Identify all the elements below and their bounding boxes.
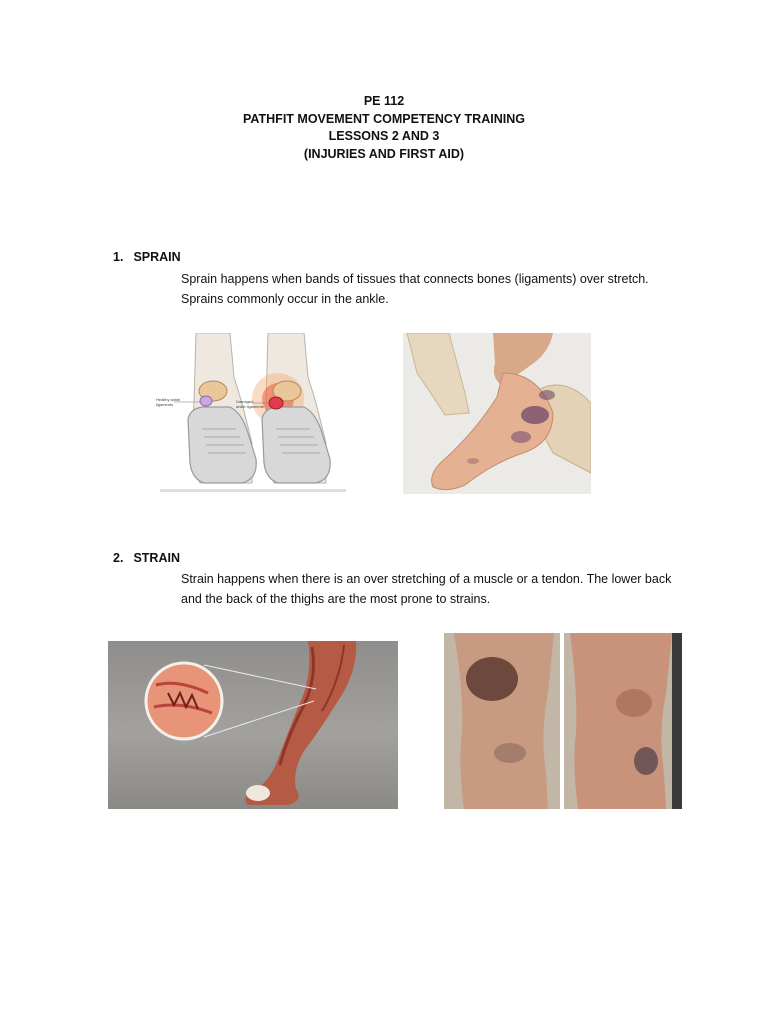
section-number: 2. [113, 551, 124, 565]
text-line: Sprains commonly occur in the ankle. [181, 292, 389, 306]
section-number: 1. [113, 250, 124, 264]
course-code: PE 112 [363, 94, 405, 108]
section-heading-strain [113, 551, 180, 565]
ankle-photo-graphic [403, 333, 591, 494]
program-title: PATHFIT MOVEMENT COMPETENCY TRAINING [243, 111, 525, 126]
calf-strain-illustration [108, 641, 398, 809]
text-line: Sprain happens when bands of tissues that connects bones (ligaments) over stretch. [181, 272, 649, 286]
ankle-sprain-diagram [156, 333, 352, 499]
ankle-diagram-graphic [156, 333, 352, 499]
section-text-sprain [181, 269, 701, 309]
title-block [0, 93, 768, 163]
lessons-title: LESSONS 2 AND 3 [328, 129, 440, 143]
calf-illustration-graphic [108, 641, 398, 809]
text-line: Strain happens when there is an over stretching of a muscle or a tendon. The lower back [181, 572, 672, 586]
section-title: SPRAIN [133, 250, 181, 264]
label-damaged: Damaged ankle ligaments [236, 399, 264, 409]
section-title: STRAIN [133, 551, 180, 565]
section-text-strain [181, 569, 701, 609]
topic-title: (INJURIES AND FIRST AID) [303, 146, 465, 161]
bruised-knees-photo [444, 633, 682, 809]
label-healthy: Healthy ankle ligaments [156, 397, 181, 407]
text-line: and the back of the thighs are the most prone to strains. [181, 592, 491, 606]
bruised-ankle-photo [403, 333, 591, 494]
knees-photo-graphic [444, 633, 682, 809]
section-heading-sprain [113, 250, 181, 264]
